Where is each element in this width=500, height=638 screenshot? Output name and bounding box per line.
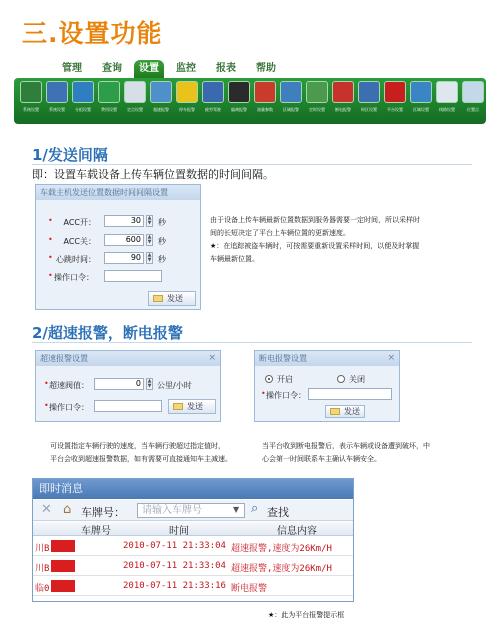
toolbar-tool-label: 区域报警: [283, 107, 299, 112]
plate-cell: 川B: [35, 544, 50, 554]
interval-note: [210, 214, 480, 266]
acc-off-input[interactable]: 600: [104, 234, 144, 246]
toolbar-tool-icon[interactable]: [98, 81, 120, 103]
heartbeat-input[interactable]: 90: [104, 252, 144, 264]
redacted-plate: [51, 580, 75, 592]
required-marker: •: [44, 401, 49, 410]
close-icon[interactable]: ×: [208, 353, 216, 363]
required-marker: •: [48, 235, 53, 244]
tab-management[interactable]: 管理: [62, 63, 82, 74]
acc-off-label: ACC关：: [63, 237, 96, 246]
note-line: 可设置指定车辆行驶的速度，当车辆行驶超过指定值时，: [50, 442, 225, 450]
acc-on-spinner[interactable]: ▲ ▼: [147, 215, 152, 226]
panel-title: 即时消息: [33, 479, 353, 499]
toolbar-tool-icon[interactable]: [410, 81, 432, 103]
envelope-icon: [153, 295, 163, 302]
required-marker: •: [48, 271, 53, 280]
column-header-content: 信息内容: [277, 526, 317, 537]
dialog-header: [255, 351, 399, 366]
toolbar-tool-label: 断电报警: [335, 107, 351, 112]
password-label: 操作口令：: [49, 403, 89, 412]
required-marker: •: [261, 389, 266, 398]
toolbar-tool-icon[interactable]: [228, 81, 250, 103]
redacted-plate: [51, 560, 75, 572]
toolbar-tool-label: 系统设置: [49, 107, 65, 112]
tab-reports[interactable]: 报表: [216, 63, 236, 74]
dialog-title: 超速报警设置: [40, 354, 88, 363]
toolbar-tool-label: 系统设置: [23, 107, 39, 112]
dialog-title: 车载主机发送位置数据时间间隔设置: [40, 188, 168, 197]
poweroff-note: [262, 440, 482, 466]
tab-help[interactable]: 帮助: [256, 63, 276, 74]
section-title-interval: 1/发送间隔: [32, 146, 108, 164]
dialog-header: [36, 351, 220, 366]
time-cell: 2010-07-11 21:33:04: [123, 561, 226, 571]
enable-radio[interactable]: [265, 375, 273, 383]
toolbar-tool-icon[interactable]: [280, 81, 302, 103]
section-divider: [32, 342, 472, 343]
send-button[interactable]: [168, 399, 216, 414]
note-line: 车辆最新位置。: [210, 255, 259, 263]
tab-settings[interactable]: 设置: [134, 60, 164, 78]
toolbar-tool-icon[interactable]: [462, 81, 484, 103]
tab-monitor[interactable]: 监控: [176, 63, 196, 74]
overspeed-note: [50, 440, 260, 466]
password-input[interactable]: [308, 388, 392, 400]
envelope-icon: [330, 408, 340, 415]
send-button-label: 发送: [344, 407, 360, 416]
time-cell: 2010-07-11 21:33:04: [123, 541, 226, 551]
panel-footnote: ★：此为平台报警提示框: [268, 611, 345, 619]
chevron-down-icon[interactable]: ▼: [233, 505, 240, 514]
toolbar-tool-label: 位置点: [467, 107, 479, 112]
close-icon[interactable]: ✕: [41, 502, 52, 517]
heartbeat-unit: 秒: [158, 255, 166, 264]
send-button-label: 发送: [167, 294, 183, 303]
tab-query[interactable]: 查询: [102, 63, 122, 74]
send-button[interactable]: [325, 405, 365, 418]
password-input[interactable]: [94, 400, 162, 412]
messages-toolbar: [33, 500, 353, 521]
overspeed-alarm-dialog: [35, 350, 221, 422]
required-marker: •: [48, 253, 53, 262]
required-marker: •: [48, 216, 53, 225]
threshold-input[interactable]: 0: [94, 378, 144, 390]
disable-label: 关闭: [349, 375, 365, 384]
heartbeat-spinner[interactable]: ▲ ▼: [147, 252, 152, 263]
toolbar-tool-label: 线路设置: [439, 107, 455, 112]
threshold-label: 超速阀值：: [49, 381, 89, 390]
toolbar-tool-icon[interactable]: [358, 81, 380, 103]
table-row[interactable]: [33, 537, 353, 556]
toolbar-tool-icon[interactable]: [150, 81, 172, 103]
plate-search-input[interactable]: 请输入车牌号: [137, 503, 245, 518]
dialog-title: 断电报警设置: [259, 354, 307, 363]
required-marker: •: [44, 379, 49, 388]
note-line: 平台会收到超速报警数据，如有需要可直接通知车主减速。: [50, 455, 232, 463]
content-cell: 超速报警,速度为26Km/H: [231, 564, 332, 574]
toolbar-tool-label: 停车报警: [179, 107, 195, 112]
note-line: 间的长短决定了平台上车辆位置的更新速度。: [210, 229, 350, 237]
send-button[interactable]: [148, 291, 196, 306]
column-header-time: 时间: [169, 526, 189, 537]
toolbar-tool-icon[interactable]: [332, 81, 354, 103]
note-line: ★：在追踪被盗车辆时，可按需要重新设置采样时间，以便及时掌握: [210, 242, 420, 250]
toolbar-tool-label: 分组设置: [75, 107, 91, 112]
toolbar-tool-label: 超速报警: [153, 107, 169, 112]
redacted-plate: [51, 540, 75, 552]
toolbar-tool-icon[interactable]: [436, 81, 458, 103]
acc-off-spinner[interactable]: ▲ ▼: [147, 234, 152, 245]
password-input[interactable]: [104, 270, 162, 282]
acc-off-unit: 秒: [158, 237, 166, 246]
toolbar-tool-icon[interactable]: [384, 81, 406, 103]
content-cell: 超速报警,速度为26Km/H: [231, 544, 332, 554]
note-line: 当平台收到断电报警后，表示车辆或设备遭到破坏，中: [262, 442, 430, 450]
content-cell: 断电报警: [231, 584, 268, 594]
acc-on-input[interactable]: 30: [104, 215, 144, 227]
column-header-plate: 车牌号: [81, 526, 111, 537]
main-tab-bar: [48, 60, 308, 80]
toolbar-tool-label: 费用设置: [101, 107, 117, 112]
page-title: 三.设置功能: [22, 19, 163, 48]
instant-messages-panel: [32, 478, 354, 602]
toolbar-tool-icon[interactable]: [124, 81, 146, 103]
enable-label: 开启: [277, 375, 293, 384]
section-title-alarms: 2/超速报警，断电报警: [32, 324, 183, 342]
home-icon[interactable]: ⌂: [63, 502, 72, 517]
toolbar-tool-label: 平台设置: [387, 107, 403, 112]
threshold-spinner[interactable]: ▲ ▼: [147, 378, 152, 389]
toolbar-tool-label: 油量参数: [257, 107, 273, 112]
password-label: 操作口令：: [54, 273, 94, 282]
toolbar-tool-label: 疲劳驾驶: [205, 107, 221, 112]
toolbar-tool-label: 定时设置: [309, 107, 325, 112]
toolbar-tool-icon[interactable]: [176, 81, 198, 103]
toolbar-tool-icon[interactable]: [306, 81, 328, 103]
envelope-icon: [173, 403, 183, 410]
toolbar-tool-icon[interactable]: [254, 81, 276, 103]
note-line: 心会第一时间联系车主确认车辆安全。: [262, 455, 381, 463]
section-description: 即：设置车载设备上传车辆位置数据的时间间隔。: [32, 168, 274, 181]
disable-radio[interactable]: [337, 375, 345, 383]
close-icon[interactable]: ×: [387, 353, 395, 363]
plate-label: 车牌号：: [81, 506, 125, 519]
toolbar-tool-label: 偏离报警: [231, 107, 247, 112]
search-icon: ⌕: [251, 501, 259, 516]
table-header: [33, 522, 353, 536]
interval-settings-dialog: [35, 184, 201, 310]
find-button[interactable]: 查找: [267, 506, 289, 519]
acc-on-unit: 秒: [158, 218, 166, 227]
poweroff-alarm-dialog: [254, 350, 400, 422]
acc-on-label: ACC开：: [63, 218, 96, 227]
table-row[interactable]: [33, 557, 353, 576]
toolbar-tool-icon[interactable]: [202, 81, 224, 103]
note-line: 由于设备上传车辆最新位置数据到服务器需要一定时间，所以采样时: [210, 216, 420, 224]
plate-cell: 川B: [35, 564, 50, 574]
password-label: 操作口令：: [266, 391, 306, 400]
send-button-label: 发送: [187, 402, 203, 411]
settings-toolbar: [14, 78, 486, 124]
section-divider: [32, 164, 472, 165]
plate-cell: 临0: [35, 584, 50, 594]
toolbar-tool-label: 定点设置: [127, 107, 143, 112]
toolbar-tool-label: 区域设置: [413, 107, 429, 112]
toolbar-tool-icon[interactable]: [20, 81, 42, 103]
toolbar-tool-label: 时区设置: [361, 107, 377, 112]
table-row[interactable]: [33, 577, 353, 596]
threshold-unit: 公里/小时: [157, 381, 192, 390]
toolbar-tool-icon[interactable]: [72, 81, 94, 103]
time-cell: 2010-07-11 21:33:16: [123, 581, 226, 591]
heartbeat-label: 心跳时间：: [56, 255, 96, 264]
dialog-header: [36, 185, 200, 200]
toolbar-tool-icon[interactable]: [46, 81, 68, 103]
